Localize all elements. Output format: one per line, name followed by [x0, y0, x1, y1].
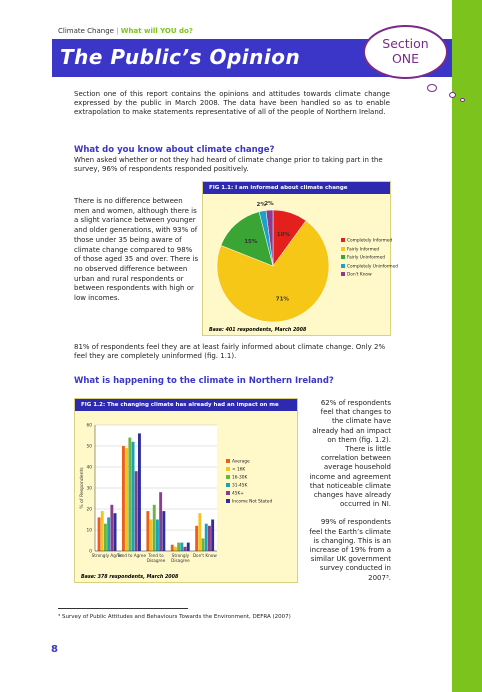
y-axis-label: % of Respondents — [80, 467, 85, 509]
figure-1-1-title: FIG 1.1: I am informed about climate change — [203, 182, 390, 194]
figure-1-1-base: Base: 401 respondents, March 2008 — [209, 328, 307, 333]
legend-item — [226, 483, 272, 489]
page-title: The Public’s Opinion — [60, 45, 301, 69]
bar — [150, 520, 153, 552]
bar — [198, 513, 201, 551]
green-sidebar — [452, 0, 482, 692]
legend-item — [226, 491, 272, 497]
x-tick-label: Strongly — [171, 553, 190, 558]
legend-swatch — [341, 247, 345, 251]
legend-label: Average — [232, 459, 250, 465]
header-subtitle: What will YOU do? — [120, 27, 193, 35]
bar — [128, 438, 131, 551]
y-tick-label: 10 — [86, 528, 92, 534]
legend-swatch — [226, 499, 230, 503]
legend-label: 31-45K — [232, 483, 248, 489]
legend-label: Fairly Uninformed — [347, 255, 385, 261]
bar — [156, 520, 159, 552]
legend-item — [226, 499, 272, 505]
thought-bubble-dot — [460, 98, 465, 102]
pie-slice-label: 71% — [275, 296, 289, 303]
legend-item — [341, 255, 398, 261]
bar — [138, 433, 141, 551]
legend-item — [341, 264, 398, 270]
legend-item — [226, 467, 272, 473]
variance-paragraph: There is no difference between men and women, although there is a slight variance between younger and older generations, with 93% of those under 35 being aware of climate change compared to 98% of those aged 35 and over. There is no observed difference between urban and rural respondents or between respondents with high or low incomes. — [74, 197, 199, 303]
thought-bubble-dot — [427, 84, 437, 92]
x-tick-label: Don't Know — [192, 553, 217, 558]
figure-1-2-title: FIG 1.2: The changing climate has already had an impact on me — [75, 399, 297, 411]
x-tick-label: Tend to — [148, 553, 164, 558]
legend-label: Income Not Stated — [232, 499, 273, 505]
x-tick-label: Strongly Agree — [91, 553, 123, 558]
bar — [135, 471, 138, 551]
bar — [153, 505, 156, 551]
legend-label: Don't Know — [347, 272, 372, 278]
legend-label: Completely Informed — [347, 238, 393, 244]
x-tick-label: Disagree — [146, 558, 166, 563]
pie-slice-label: 15% — [244, 238, 258, 245]
legend-item — [341, 238, 398, 244]
earth-climate-text: 99% of respondents feel the Earth’s climate is changing. This is an increase of 19% from a similar UK government survey conducted in 2007³. — [309, 518, 391, 582]
header-separator: | — [116, 27, 119, 35]
pie-slice-label: 2% — [256, 202, 266, 209]
legend-swatch — [226, 475, 230, 479]
bar — [159, 492, 162, 551]
section-bubble — [363, 25, 448, 79]
y-tick-label: 30 — [86, 486, 92, 492]
bar — [177, 543, 180, 551]
awareness-paragraph: When asked whether or not they had heard of climate change prior to taking part in the survey, 96% of respondents responded positively. — [74, 156, 383, 173]
bar — [187, 543, 190, 551]
bar — [184, 547, 187, 551]
pie-slice-label: 2% — [264, 201, 274, 208]
legend-item — [226, 475, 272, 481]
impact-paragraph — [307, 399, 391, 583]
y-tick-label: 20 — [86, 507, 92, 513]
bar — [202, 538, 205, 551]
legend-item — [341, 272, 398, 278]
heading-climate-ni: What is happening to the climate in Northern Ireland? — [74, 376, 334, 386]
y-tick-label: 50 — [86, 444, 92, 450]
header-section: Climate Change — [58, 27, 114, 35]
page-number: 8 — [51, 644, 58, 655]
y-tick-label: 60 — [86, 423, 92, 429]
pie-legend — [341, 238, 398, 281]
intro-paragraph: Section one of this report contains the opinions and attitudes towards climate change expressed by the public in March 2008. The data have been handled so as to enable extrapolation to make statements representative of all of the people of Northern Ireland. — [74, 90, 390, 116]
x-tick-label: Disagree — [171, 558, 190, 563]
bar — [110, 505, 113, 551]
legend-swatch — [341, 272, 345, 276]
legend-swatch — [226, 467, 230, 471]
legend-item — [341, 247, 398, 253]
y-tick-label: 40 — [86, 465, 92, 471]
bar — [104, 524, 107, 551]
bar — [122, 446, 125, 551]
impact-text: 62% of respondents feel that changes to the climate have already had an impact on them (fig. 1.2). There is little correlation between average household income and agreement that noticeable climate changes have already occurred in NI. — [309, 399, 391, 509]
legend-label: < 16K — [232, 467, 246, 473]
bar — [101, 511, 104, 551]
bar — [208, 526, 211, 551]
legend-label: Fairly Informed — [347, 247, 380, 252]
bar-legend — [226, 459, 272, 507]
bar — [174, 547, 177, 551]
legend-label: Completely Uninformed — [347, 264, 398, 269]
legend-swatch — [226, 459, 230, 463]
footnote-rule — [58, 608, 188, 609]
bar — [114, 513, 117, 551]
footnote: ³ Survey of Public Attitudes and Behaviours Towards the Environment, DEFRA (2007) — [58, 614, 291, 620]
legend-swatch — [226, 483, 230, 487]
legend-swatch — [341, 255, 345, 259]
x-tick-label: Tend to Agree — [117, 553, 147, 558]
heading-knowledge: What do you know about climate change? — [74, 145, 275, 155]
bar — [205, 524, 208, 551]
figure-1-2-base: Base: 378 respondents, March 2008 — [81, 575, 179, 580]
legend-swatch — [226, 491, 230, 495]
bar — [132, 442, 135, 551]
legend-swatch — [341, 238, 345, 242]
informed-paragraph: 81% of respondents feel they are at least fairly informed about climate change. Only 2% feel they are completely uninformed (fig. 1.1). — [74, 343, 386, 360]
thought-bubble-dot — [449, 92, 456, 98]
bar — [195, 526, 198, 551]
y-tick-label: 0 — [89, 549, 92, 555]
figure-1-2 — [74, 398, 298, 583]
bar — [107, 517, 110, 551]
legend-label: 16-30K — [232, 475, 248, 481]
running-header — [58, 27, 193, 35]
bar — [211, 520, 214, 552]
bar — [171, 545, 174, 551]
section-number: ONE — [391, 51, 420, 66]
figure-1-1 — [202, 181, 398, 336]
legend-label: 45K+ — [232, 491, 244, 497]
legend-swatch — [341, 264, 345, 268]
bar — [162, 511, 165, 551]
legend-item — [226, 459, 272, 465]
bar — [180, 543, 183, 551]
bar — [98, 517, 101, 551]
bar — [125, 448, 128, 551]
bar — [146, 511, 149, 551]
section-label: Section — [382, 36, 429, 51]
pie-slice-label: 10% — [276, 232, 290, 239]
